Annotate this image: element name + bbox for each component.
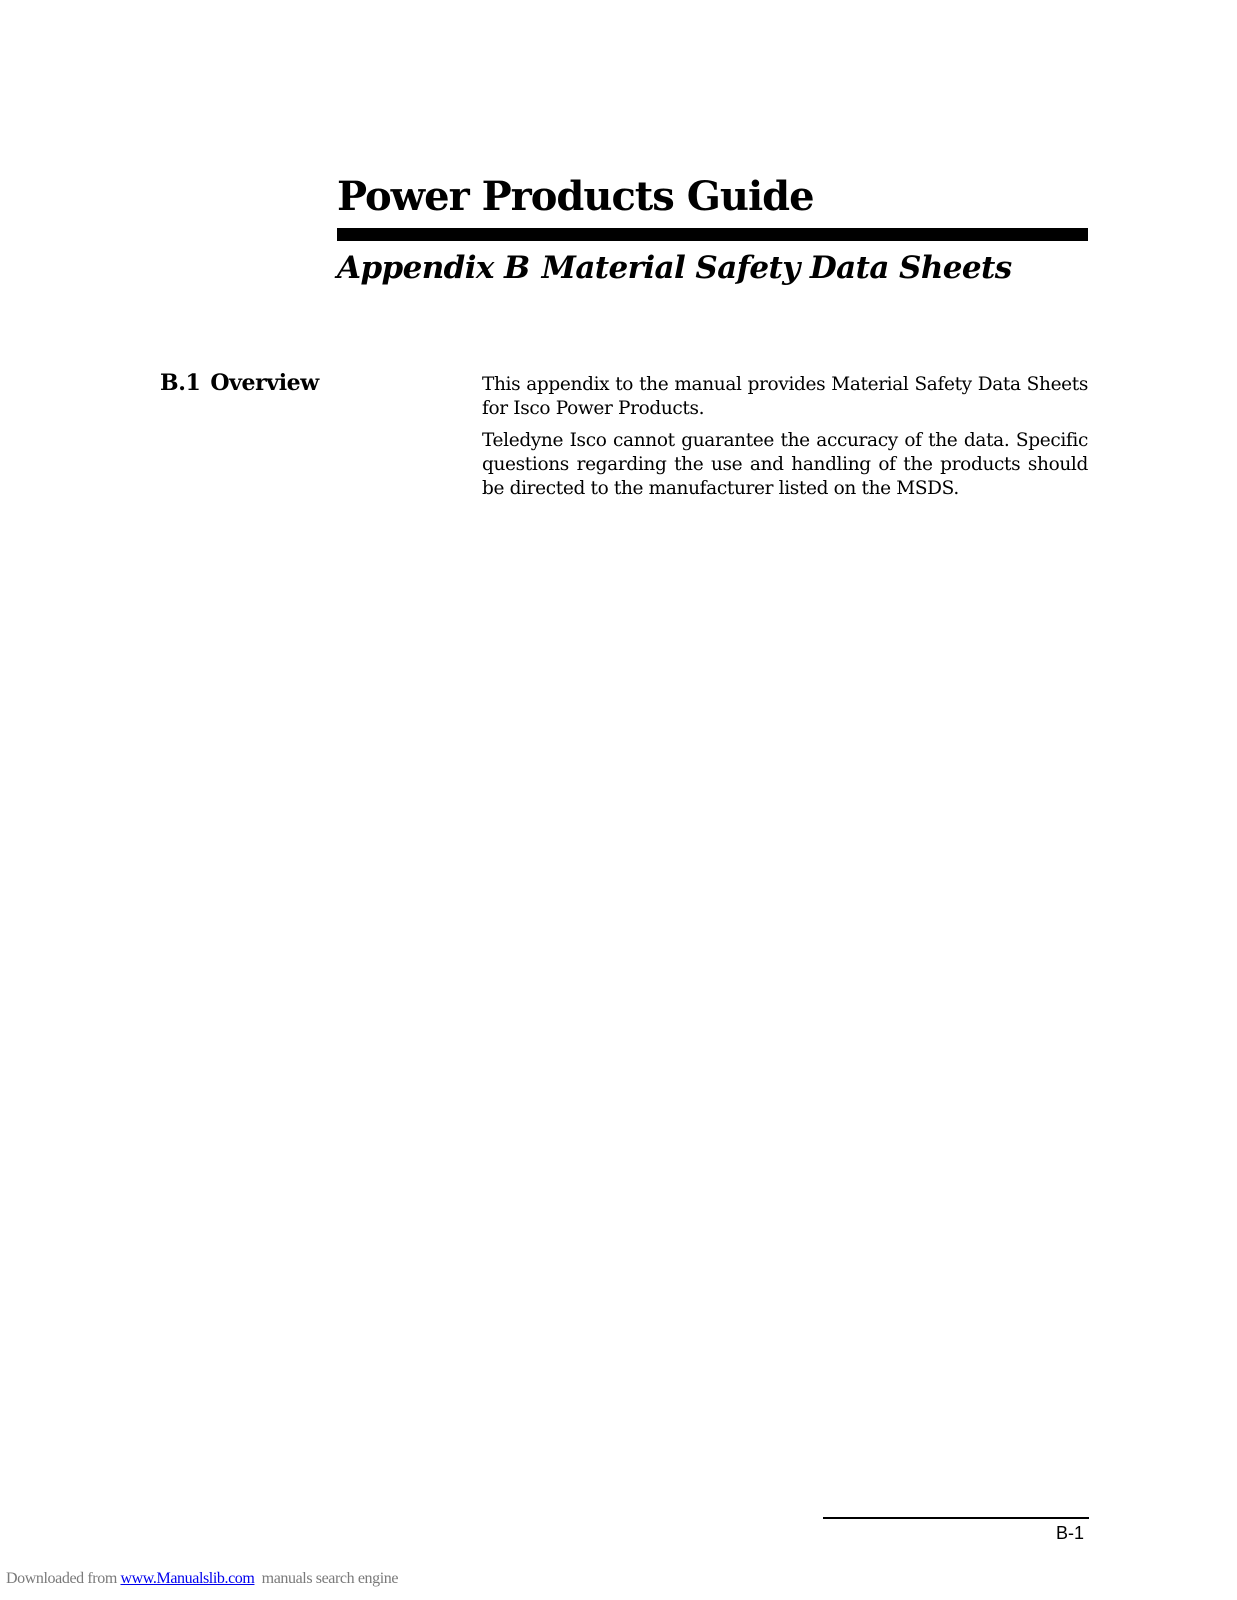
title-rule <box>337 228 1088 241</box>
body-paragraph: Teledyne Isco cannot guarantee the accuracy of the data. Specific questions regarding the use and handling of the products should be directed to the manufacturer listed on the MSDS. <box>482 430 1088 499</box>
document-title: Power Products Guide <box>337 173 814 220</box>
appendix-name: Material Safety Data Sheets <box>541 250 1012 286</box>
appendix-label: Appendix B <box>337 250 530 286</box>
manualslib-link[interactable]: www.Manualslib.com <box>120 1570 255 1587</box>
download-suffix: manuals search engine <box>261 1570 399 1587</box>
section-heading <box>160 368 319 398</box>
page-number: B-1 <box>1056 1523 1085 1543</box>
appendix-title <box>337 246 1012 290</box>
section-name: Overview <box>210 370 319 396</box>
download-credit <box>6 1569 398 1589</box>
section-body <box>482 373 1088 509</box>
section-number: B.1 <box>160 370 201 396</box>
download-prefix: Downloaded from <box>6 1570 117 1587</box>
footer-rule <box>823 1517 1089 1519</box>
body-paragraph: This appendix to the manual provides Material Safety Data Sheets for Isco Power Products. <box>482 374 1088 419</box>
